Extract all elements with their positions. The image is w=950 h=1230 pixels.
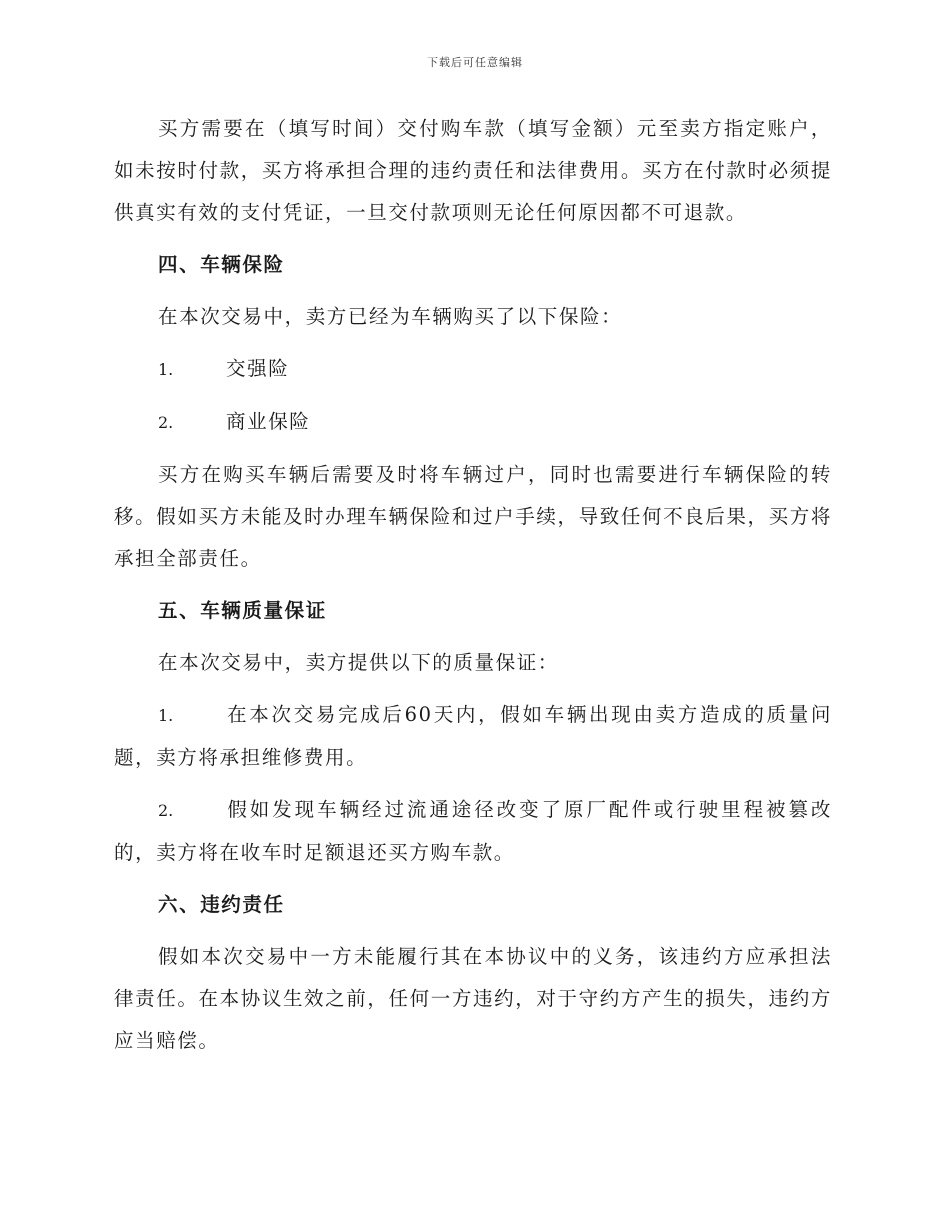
breach-paragraph: 假如本次交易中一方未能履行其在本协议中的义务，该违约方应承担法律责任。在本协议生效之前，任何一方违约，对于守约方产生的损失，违约方应当赔偿。 (114, 945, 832, 1052)
list-text: 商业保险 (226, 410, 311, 433)
payment-paragraph: 买方需要在（填写时间）交付购车款（填写金额）元至卖方指定账户，如未按时付款，买方将承担合理的违约责任和法律费用。买方在付款时必须提供真实有效的支付凭证，一旦交付款项则无论任何原因都不可退款。 (114, 117, 832, 224)
list-text: 交强险 (226, 357, 290, 380)
quality-intro-paragraph: 在本次交易中，卖方提供以下的质量保证： (158, 651, 559, 674)
insurance-transfer-paragraph: 买方在购买车辆后需要及时将车辆过户，同时也需要进行车辆保险的转移。假如买方未能及时办理车辆保险和过户手续，导致任何不良后果，买方将承担全部责任。 (114, 463, 832, 570)
list-number: 2. (158, 801, 174, 820)
page-header: 下载后可任意编辑 (427, 56, 523, 69)
list-item (114, 348, 832, 391)
list-number: 1. (158, 360, 174, 379)
list-text: 在本次交易完成后60天内，假如车辆出现由卖方造成的质量问题，卖方将承担维修费用。 (114, 703, 832, 769)
list-item (114, 694, 832, 779)
list-number: 1. (158, 706, 174, 725)
list-number: 2. (158, 413, 174, 432)
list-text: 假如发现车辆经过流通途径改变了原厂配件或行驶里程被篡改的，卖方将在收车时足额退还买方购车款。 (114, 798, 832, 864)
list-item (114, 789, 832, 874)
list-item (114, 401, 832, 444)
document-body (114, 108, 832, 1072)
section-heading-quality: 五、车辆质量保证 (158, 599, 327, 622)
section-heading-breach: 六、违约责任 (158, 893, 285, 916)
insurance-intro-paragraph: 在本次交易中，卖方已经为车辆购买了以下保险： (158, 305, 623, 328)
section-heading-insurance: 四、车辆保险 (158, 253, 285, 276)
